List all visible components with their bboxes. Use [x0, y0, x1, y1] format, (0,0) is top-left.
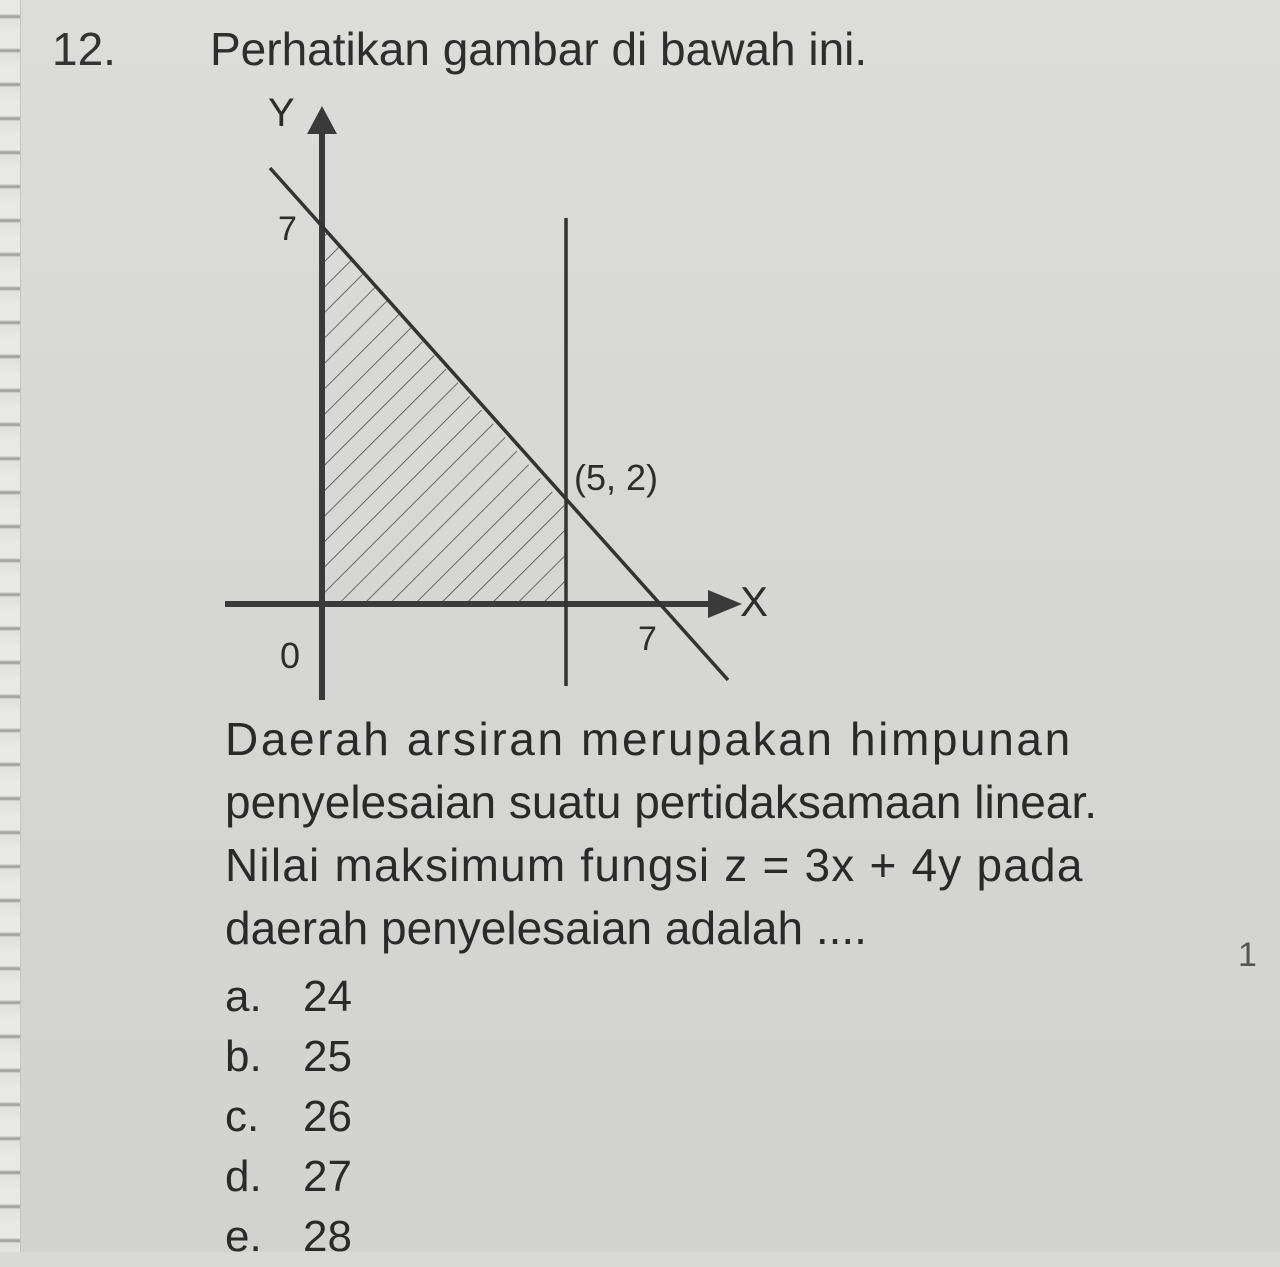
- choice-c: [225, 1087, 352, 1147]
- choice-value: 26: [303, 1092, 352, 1141]
- body-line-3: Nilai maksimum fungsi z = 3x + 4y pada: [225, 839, 1084, 891]
- point-label: (5, 2): [574, 457, 659, 498]
- choice-b: [225, 1027, 352, 1087]
- choice-letter: e.: [225, 1212, 262, 1261]
- origin-label: 0: [280, 635, 301, 676]
- choice-letter: c.: [225, 1092, 260, 1141]
- choice-a: [225, 967, 352, 1027]
- choice-letter: b.: [225, 1032, 262, 1081]
- body-line-4: daerah penyelesaian adalah ....: [225, 902, 867, 954]
- x-intercept-label: 7: [638, 620, 657, 658]
- choice-e: [225, 1207, 352, 1267]
- shaded-region: [322, 225, 566, 604]
- choice-value: 25: [303, 1032, 352, 1081]
- choice-value: 28: [303, 1212, 352, 1261]
- y-axis-arrow: [307, 106, 337, 134]
- choice-letter: d.: [225, 1152, 262, 1201]
- choice-d: [225, 1147, 352, 1207]
- y-axis-label: Y: [268, 91, 295, 135]
- choice-value: 27: [303, 1152, 352, 1201]
- body-line-1: Daerah arsiran merupakan himpunan: [225, 713, 1073, 765]
- choice-letter: a.: [225, 972, 262, 1021]
- margin-note: 1: [1238, 936, 1257, 974]
- y-intercept-label: 7: [278, 210, 297, 248]
- x-axis-arrow: [708, 590, 742, 618]
- body-line-2: penyelesaian suatu pertidaksamaan linear.: [225, 776, 1098, 828]
- question-prompt: Perhatikan gambar di bawah ini.: [210, 23, 868, 75]
- question-body: [225, 708, 1185, 960]
- choice-value: 24: [303, 972, 352, 1021]
- x-axis-label: X: [740, 578, 769, 625]
- question-number: 12.: [52, 23, 116, 75]
- answer-choices: [225, 967, 352, 1267]
